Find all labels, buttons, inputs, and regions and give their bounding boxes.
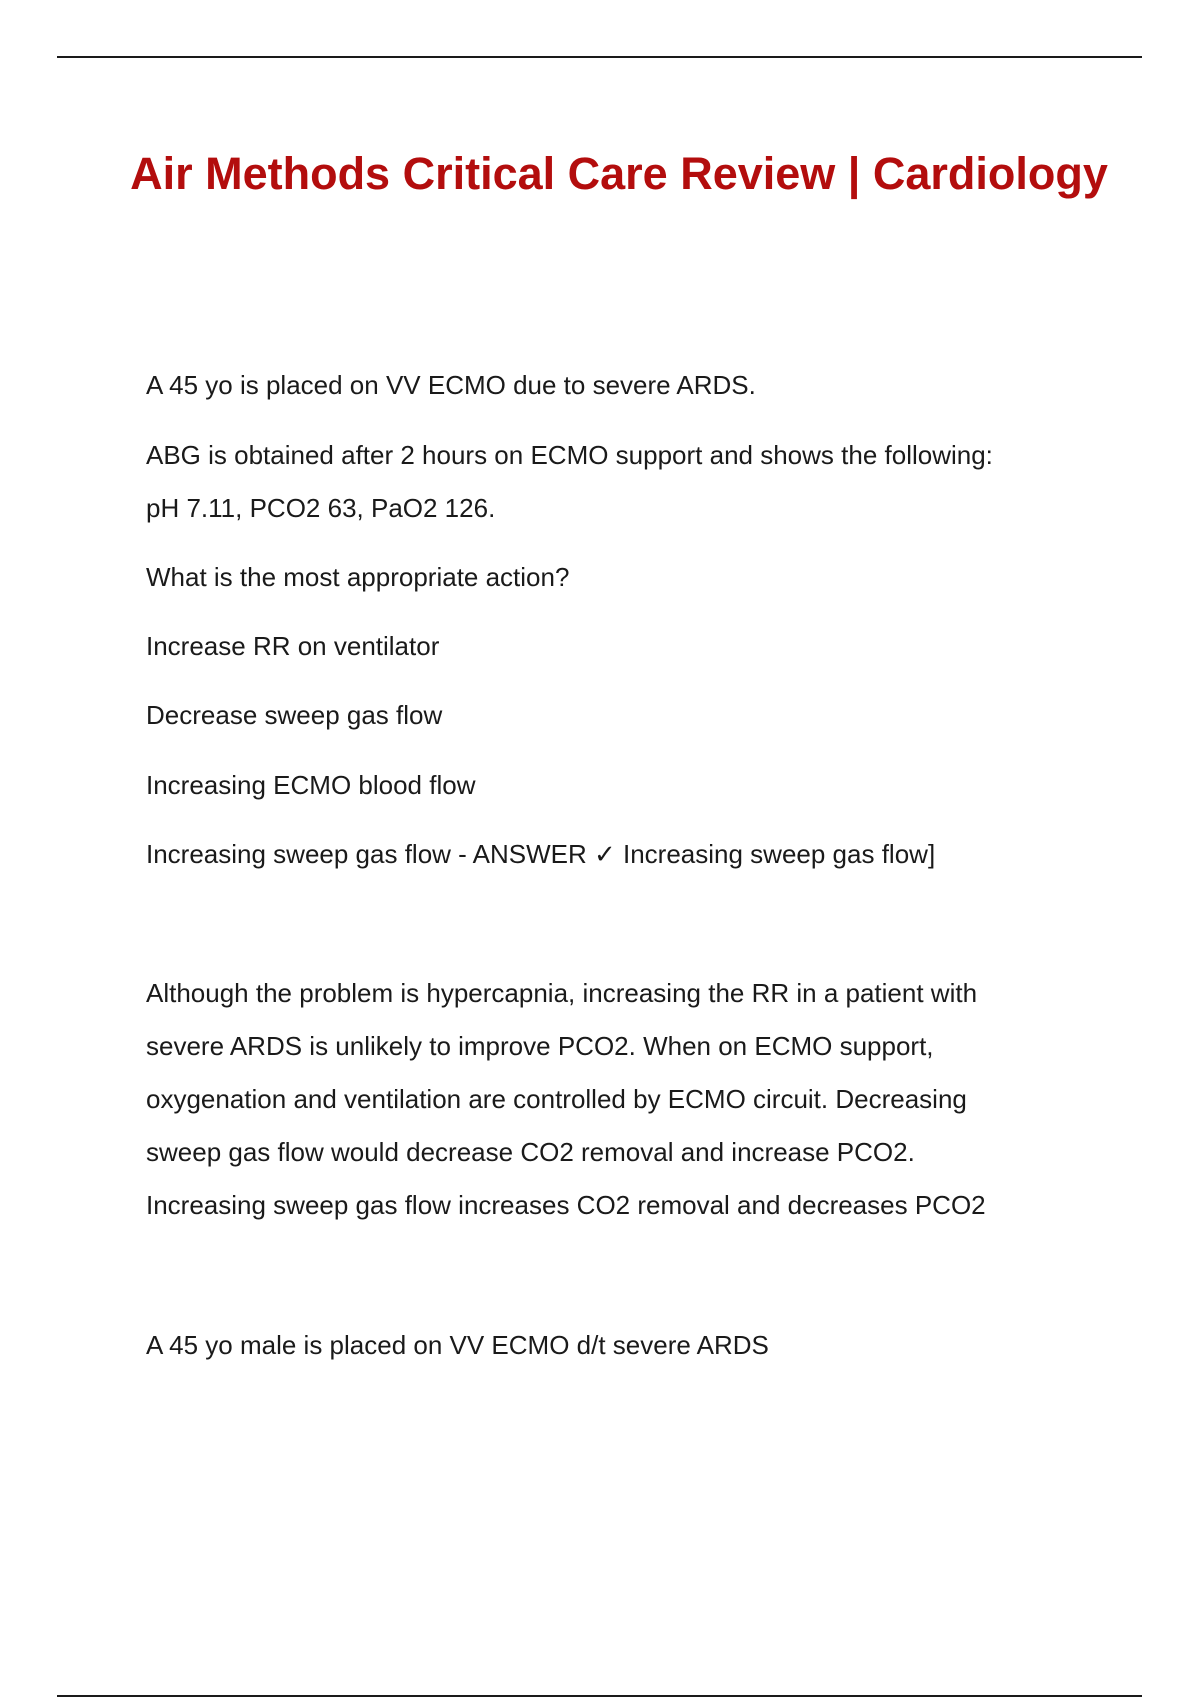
rationale-line-1: Although the problem is hypercapnia, increasing the RR in a patient with xyxy=(146,978,978,1008)
abg-line-2: pH 7.11, PCO2 63, PaO2 126. xyxy=(146,493,496,523)
rationale-line-5: Increasing sweep gas flow increases CO2 removal and decreases PCO2 xyxy=(146,1190,986,1220)
question-1-prompt: What is the most appropriate action? xyxy=(146,562,570,592)
answer-text: Increasing sweep gas flow] xyxy=(623,839,936,869)
title-text: Air Methods Critical Care Review | Cardiology xyxy=(130,148,1108,199)
page-title xyxy=(0,144,1200,203)
rationale-line-3: oxygenation and ventilation are controlled by ECMO circuit. Decreasing xyxy=(146,1084,967,1114)
rationale-line-4: sweep gas flow would decrease CO2 removal and increase PCO2. xyxy=(146,1137,915,1167)
option-2: Decrease sweep gas flow xyxy=(146,700,443,730)
answer-line xyxy=(146,839,935,870)
option-1: Increase RR on ventilator xyxy=(146,631,440,661)
top-divider xyxy=(57,56,1142,58)
answer-prefix: Increasing sweep gas flow - ANSWER xyxy=(146,839,587,869)
option-3: Increasing ECMO blood flow xyxy=(146,770,476,800)
checkmark-icon: ✓ xyxy=(593,839,616,869)
rationale-line-2: severe ARDS is unlikely to improve PCO2. When on ECMO support, xyxy=(146,1031,934,1061)
bottom-divider xyxy=(57,1695,1142,1697)
question-2-stem: A 45 yo male is placed on VV ECMO d/t severe ARDS xyxy=(146,1330,769,1360)
question-1-stem: A 45 yo is placed on VV ECMO due to severe ARDS. xyxy=(146,370,756,400)
abg-line-1: ABG is obtained after 2 hours on ECMO support and shows the following: xyxy=(146,440,993,470)
